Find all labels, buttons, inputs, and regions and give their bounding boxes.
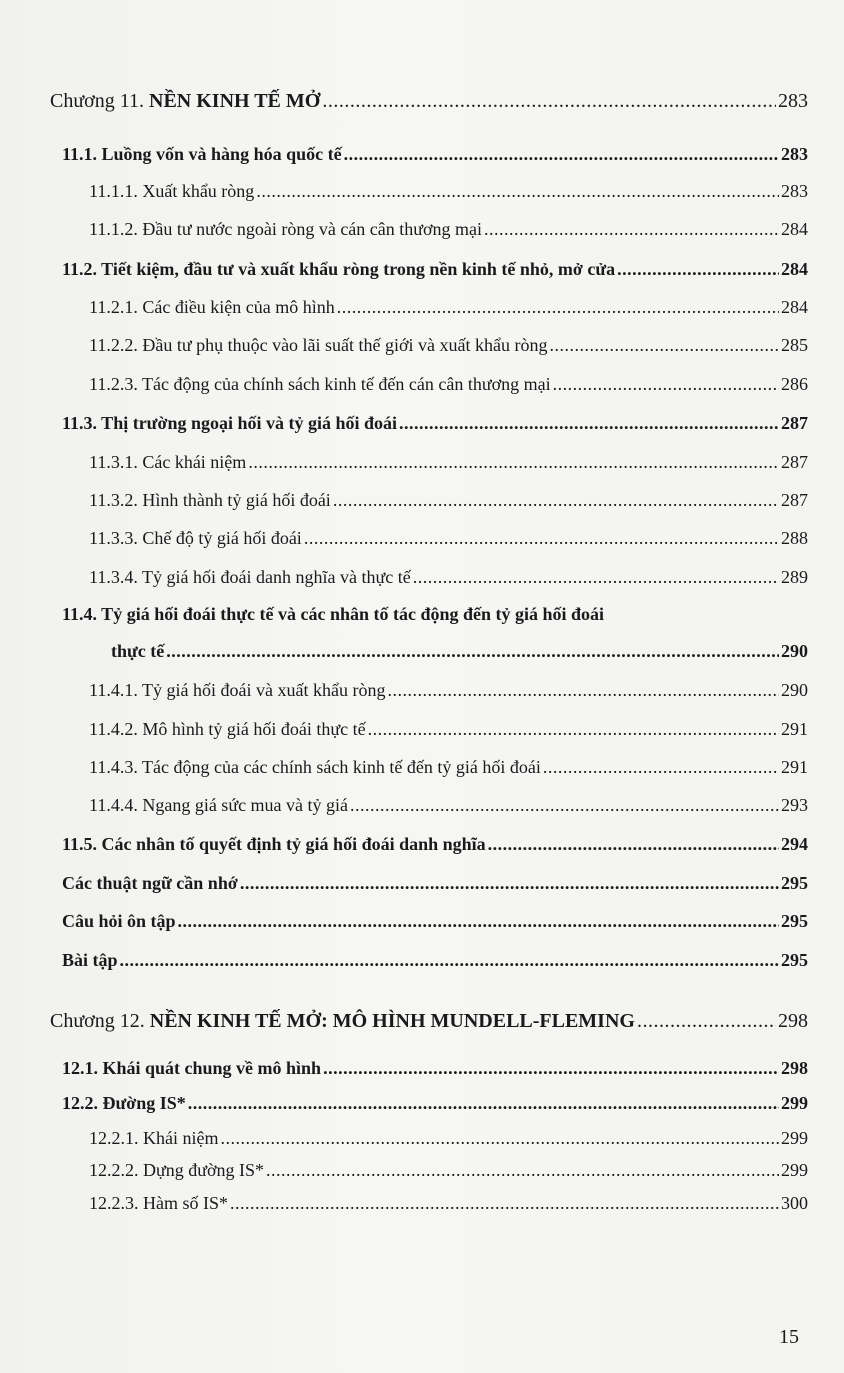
toc-chapter-12 [50,1010,808,1032]
toc-page-number: 287 [781,413,808,433]
dot-leader [637,1010,776,1032]
toc-entry-title: 12.2. Đường IS* [62,1093,186,1113]
toc-entry-title: 11.3.3. Chế độ tỷ giá hối đoái [89,528,302,548]
dot-leader [230,1192,779,1214]
toc-section-11-4 [111,640,808,662]
toc-page-number: 295 [781,911,808,931]
toc-entry-title: thực tế [111,641,165,661]
dot-leader [387,679,779,701]
toc-entry-title: Chương 12. NỀN KINH TẾ MỞ: MÔ HÌNH MUNDELL-FLEMING [50,1010,635,1032]
toc-subsection-11-1-1 [89,180,808,202]
dot-leader [344,143,779,165]
dot-leader [413,566,779,588]
toc-section-11-3 [62,412,808,434]
toc-page-number: 283 [778,90,808,112]
toc-page-number: 298 [778,1010,808,1032]
dot-leader [617,258,779,280]
toc-page-number: 289 [781,567,808,587]
toc-entry-title: 11.3.1. Các khái niệm [89,452,247,472]
toc-key-terms [62,872,808,894]
toc-subsection-11-2-3 [89,373,808,395]
toc-entry-title: 12.2.1. Khái niệm [89,1128,219,1148]
toc-page-number: 283 [781,181,808,201]
dot-leader [368,718,779,740]
toc-page-number: 299 [781,1128,808,1148]
dot-leader [304,527,779,549]
dot-leader [240,872,779,894]
toc-entry-title: 12.2.3. Hàm số IS* [89,1193,228,1213]
toc-entry-title: 11.4.4. Ngang giá sức mua và tỷ giá [89,795,349,815]
toc-entry-title: 11.2.3. Tác động của chính sách kinh tế đến cán cân thương mại [89,374,551,394]
toc-entry-title: 11.1.2. Đầu tư nước ngoài ròng và cán cân thương mại [89,219,483,239]
toc-page-number: 290 [781,641,808,661]
dot-leader [337,296,779,318]
toc-section-12-2 [62,1092,808,1114]
dot-leader [399,412,779,434]
toc-page-number: 295 [781,950,808,970]
toc-section-12-1 [62,1057,808,1079]
dot-leader [256,180,779,202]
toc-page-number: 298 [781,1058,808,1078]
toc-entry-title: 11.3.4. Tỷ giá hối đoái danh nghĩa và thực tế [89,567,411,587]
toc-subsection-11-2-1 [89,296,808,318]
dot-leader [333,489,779,511]
toc-chapter-11 [50,90,808,112]
dot-leader [322,90,776,112]
toc-entry-title: 12.1. Khái quát chung về mô hình [62,1058,322,1078]
toc-section-11-4-line1: 11.4. Tỷ giá hối đoái thực tế và các nhân tố tác động đến tỷ giá hối đoái [62,604,605,624]
toc-page-number: 283 [781,144,808,164]
toc-page-number: 293 [781,795,808,815]
toc-page-number: 288 [781,528,808,548]
dot-leader [550,334,779,356]
dot-leader [220,1127,779,1149]
toc-entry-title: 11.3. Thị trường ngoại hối và tỷ giá hối đoái [62,413,398,433]
toc-entry-title: 11.2. Tiết kiệm, đầu tư và xuất khẩu ròng trong nền kinh tế nhỏ, mở cửa [62,259,616,279]
toc-page-number: 285 [781,335,808,355]
dot-leader [120,949,779,971]
dot-leader [350,794,779,816]
dot-leader [484,218,779,240]
dot-leader [488,833,779,855]
toc-page-number: 295 [781,873,808,893]
dot-leader [266,1159,779,1181]
toc-subsection-12-2-1 [89,1127,808,1149]
dot-leader [553,373,779,395]
toc-exercises [62,949,808,971]
dot-leader [166,640,779,662]
toc-section-11-1 [62,143,808,165]
toc-subsection-11-1-2 [89,218,808,240]
toc-review-questions [62,910,808,932]
toc-entry-title: 11.1.1. Xuất khẩu ròng [89,181,255,201]
toc-entry-title: Các thuật ngữ cần nhớ [62,873,238,893]
toc-entry-title: Câu hỏi ôn tập [62,911,176,931]
toc-page-number: 300 [781,1193,808,1213]
toc-subsection-11-4-4 [89,794,808,816]
dot-leader [248,451,779,473]
toc-subsection-11-3-4 [89,566,808,588]
toc-subsection-11-2-2 [89,334,808,356]
toc-subsection-11-3-3 [89,527,808,549]
toc-page-number: 299 [781,1093,808,1113]
toc-subsection-11-3-2 [89,489,808,511]
toc-subsection-12-2-3 [89,1192,808,1214]
toc-page-number: 291 [781,757,808,777]
toc-subsection-11-4-3 [89,756,808,778]
toc-page-number: 287 [781,490,808,510]
toc-page-number: 299 [781,1160,808,1180]
toc-entry-title: Bài tập [62,950,118,970]
dot-leader [178,910,779,932]
dot-leader [323,1057,779,1079]
toc-page-number: 287 [781,452,808,472]
toc-entry-title: Chương 11. NỀN KINH TẾ MỞ [50,90,321,112]
toc-entry-title: 11.4.2. Mô hình tỷ giá hối đoái thực tế [89,719,366,739]
toc-subsection-12-2-2 [89,1159,808,1181]
toc-entry-title: 11.2.2. Đầu tư phụ thuộc vào lãi suất thế giới và xuất khẩu ròng [89,335,548,355]
toc-entry-title: 11.4.1. Tỷ giá hối đoái và xuất khẩu ròng [89,680,386,700]
toc-section-11-5 [62,833,808,855]
toc-subsection-11-4-2 [89,718,808,740]
toc-section-11-2 [62,258,808,280]
toc-subsection-11-3-1 [89,451,808,473]
dot-leader [188,1092,779,1114]
page-number: 15 [779,1326,799,1348]
toc-page-number: 284 [781,297,808,317]
toc-page-number: 291 [781,719,808,739]
toc-subsection-11-4-1 [89,679,808,701]
toc-entry-title: 11.5. Các nhân tố quyết định tỷ giá hối đoái danh nghĩa [62,834,486,854]
toc-entry-title: 11.1. Luồng vốn và hàng hóa quốc tế [62,144,342,164]
toc-entry-title: 11.4.3. Tác động của các chính sách kinh tế đến tỷ giá hối đoái [89,757,541,777]
toc-entry-title: 12.2.2. Dựng đường IS* [89,1160,265,1180]
toc-page-number: 294 [781,834,808,854]
toc-entry-title: 11.3.2. Hình thành tỷ giá hối đoái [89,490,331,510]
toc-page-number: 284 [781,219,808,239]
toc-page-number: 290 [781,680,808,700]
toc-page-number: 286 [781,374,808,394]
toc-entry-title: 11.2.1. Các điều kiện của mô hình [89,297,335,317]
toc-page-number: 284 [781,259,808,279]
dot-leader [543,756,779,778]
